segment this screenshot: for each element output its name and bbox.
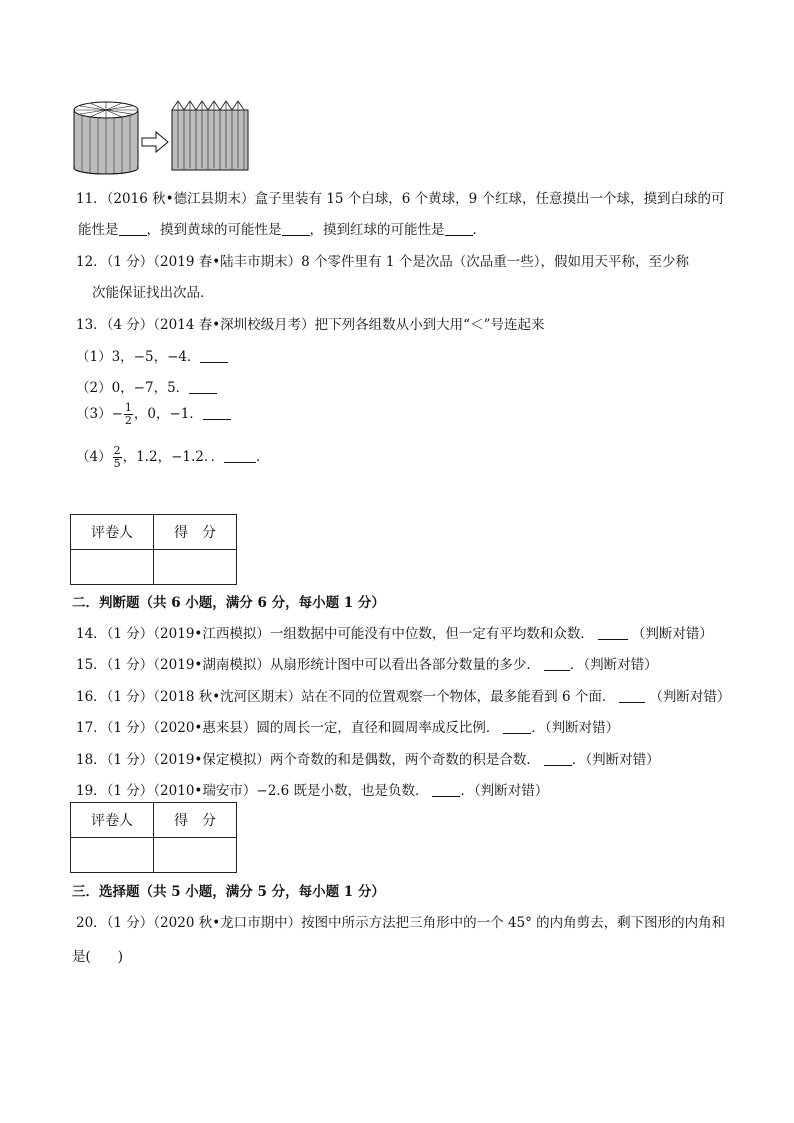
score-cell[interactable]	[154, 550, 237, 585]
reviewer-header: 评卷人	[71, 515, 154, 550]
q11-line1: 11．（2016 秋•德江县期末）盒子里装有 15 个白球，6 个黄球，9 个红球，任意摸出一个球，摸到白球的可	[76, 191, 725, 207]
q18	[76, 748, 660, 768]
score-header: 得 分	[154, 803, 237, 838]
reviewer-header: 评卷人	[71, 803, 154, 838]
score-table-2	[70, 802, 237, 873]
q12-line1: 12．（1 分）（2019 春•陆丰市期末）8 个零件里有 1 个是次品（次品重一些），假如用天平称，至少称	[76, 254, 689, 270]
q20-line1: 20．（1 分）（2020 秋•龙口市期中）按图中所示方法把三角形中的一个 45° 的内角剪去，剩下图形的内角和	[76, 915, 726, 931]
q17-blank[interactable]	[503, 720, 531, 734]
q16-blank[interactable]	[619, 689, 645, 703]
q13-part3	[76, 402, 231, 427]
q13-part3-prefix: （3）−	[76, 406, 123, 422]
q11-blank-yellow[interactable]	[282, 222, 310, 236]
q18-text: 18．（1 分）（2019•保定模拟）两个奇数的和是偶数，两个奇数的积是合数．	[76, 752, 540, 768]
q15-text: 15．（1 分）（2019•湖南模拟）从扇形统计图中可以看出各部分数量的多少．	[76, 657, 540, 673]
fraction-denominator: 5	[113, 457, 121, 470]
q18-suffix: ．（判断对错）	[571, 752, 660, 768]
q13-blank-2[interactable]	[189, 380, 217, 394]
q17	[76, 716, 619, 736]
q13-blank-4[interactable]	[224, 449, 256, 463]
q19-blank[interactable]	[432, 783, 460, 797]
q16-suffix: （判断对错）	[649, 689, 731, 705]
q11-blank-white[interactable]	[119, 222, 147, 236]
q13-part1	[76, 345, 228, 365]
cylinder-figure	[74, 102, 138, 174]
score-table-1	[70, 514, 237, 585]
q20-line2: 是( )	[72, 949, 124, 965]
q13-part1-text: （1）3，−5，−4．	[76, 349, 201, 365]
q11-text-c: ，摸到红球的可能性是	[309, 222, 445, 238]
q13-part3-text: ，0，−1．	[133, 406, 203, 422]
fraction-two-fifths	[113, 445, 122, 470]
arrow-right-icon	[142, 132, 168, 152]
q17-text: 17．（1 分）（2020•惠来县）圆的周长一定，直径和圆周率成反比例．	[76, 720, 500, 736]
q15-suffix: ．（判断对错）	[569, 657, 658, 673]
q13-title: 13．（4 分）（2014 春•深圳校级月考）把下列各组数从小到大用“＜”号连起来	[76, 317, 545, 333]
q13-blank-1[interactable]	[200, 349, 228, 363]
q11-line2	[78, 218, 486, 238]
q11-blank-red[interactable]	[445, 222, 473, 236]
q11-text-b: ，摸到黄球的可能性是	[146, 222, 282, 238]
q11-text-a: 能性是	[78, 222, 119, 238]
q13-blank-3[interactable]	[203, 406, 231, 420]
q12-line2: 次能保证找出次品．	[92, 285, 214, 301]
score-cell[interactable]	[154, 838, 237, 873]
q19-text: 19．（1 分）（2010•瑞安市）−2.6 既是小数，也是负数．	[76, 783, 429, 799]
fraction-one-half	[124, 402, 133, 427]
q13-part2	[76, 376, 217, 396]
q13-part4-suffix: ．	[256, 449, 270, 465]
q14	[76, 622, 713, 642]
q13-part4	[76, 445, 270, 470]
q13-part4-text: ，1.2，−1.2．．	[122, 449, 225, 465]
reviewer-cell[interactable]	[71, 550, 154, 585]
q19-suffix: ．（判断对错）	[460, 783, 549, 799]
q15-blank[interactable]	[544, 657, 570, 671]
reviewer-cell[interactable]	[71, 838, 154, 873]
q15	[76, 653, 658, 673]
q17-suffix: ．（判断对错）	[531, 720, 620, 736]
q18-blank[interactable]	[544, 752, 572, 766]
q13-part4-prefix: （4）	[76, 449, 112, 465]
q14-blank[interactable]	[598, 626, 628, 640]
q11-text-d: ．	[472, 222, 486, 238]
q14-text: 14．（1 分）（2019•江西模拟）一组数据中可能没有中位数，但一定有平均数和众数．	[76, 626, 594, 642]
q19	[76, 779, 548, 799]
fraction-denominator: 2	[124, 414, 132, 427]
q14-suffix: （判断对错）	[631, 626, 713, 642]
q16-text: 16．（1 分）（2018 秋•沈河区期末）站在不同的位置观察一个物体，最多能看到 6 个面．	[76, 689, 616, 705]
section2-title: 二．判断题（共 6 小题，满分 6 分，每小题 1 分）	[72, 595, 385, 611]
fraction-numerator: 1	[124, 401, 132, 414]
section3-title: 三．选择题（共 5 小题，满分 5 分，每小题 1 分）	[72, 884, 385, 900]
fraction-numerator: 2	[113, 444, 121, 457]
q13-part2-text: （2）0，−7，5．	[76, 380, 190, 396]
prism-figure	[172, 101, 248, 170]
q16	[76, 685, 730, 705]
cylinder-to-prism-figure	[72, 96, 252, 176]
score-header: 得 分	[154, 515, 237, 550]
